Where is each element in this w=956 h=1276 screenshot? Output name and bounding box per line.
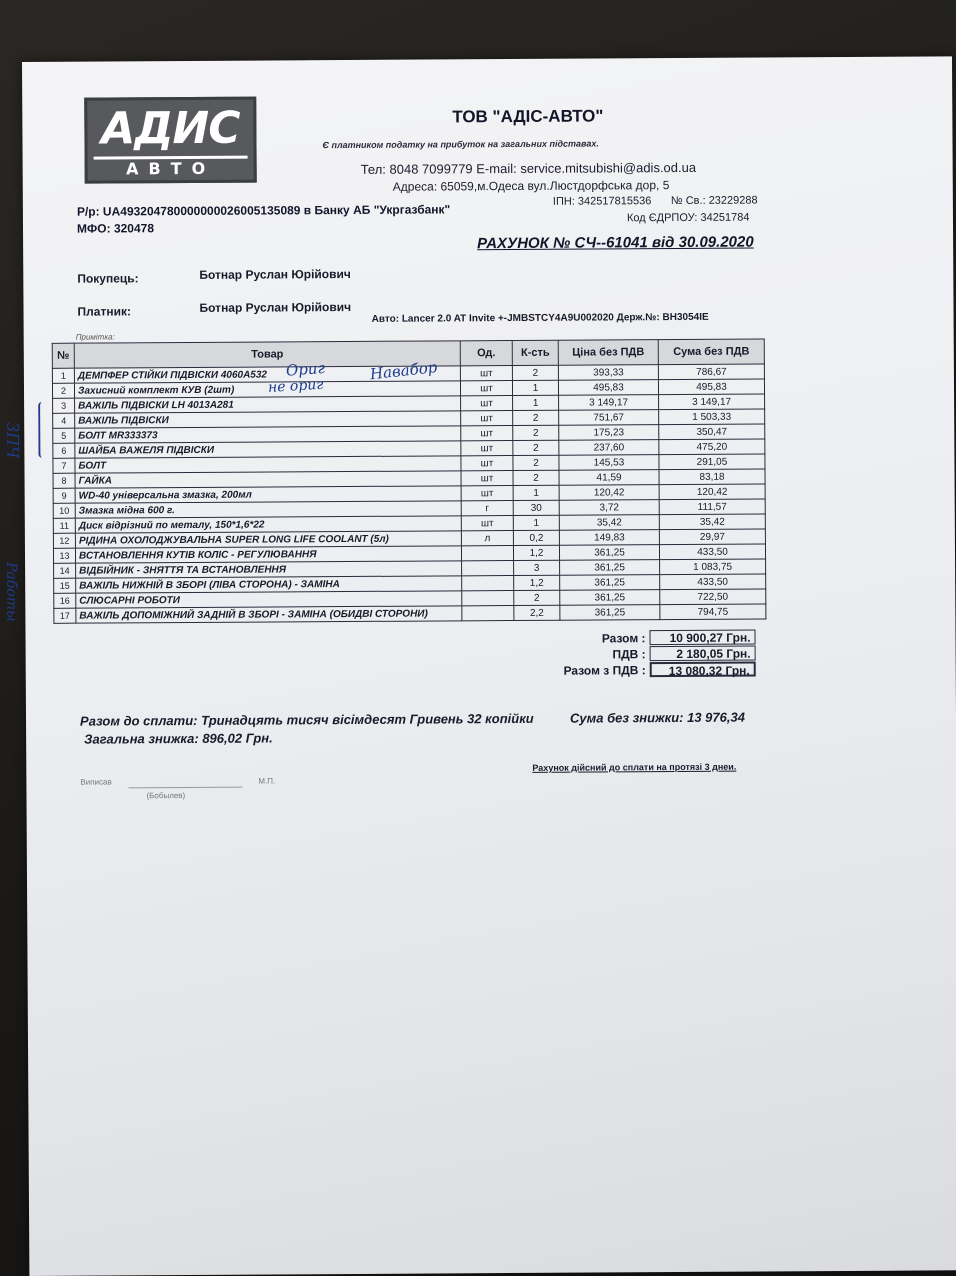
payer-label: Платник:	[77, 304, 132, 319]
row-sum: 722,50	[660, 589, 766, 605]
row-product: РІДИНА ОХОЛОДЖУВАЛЬНА SUPER LONG LIFE COOLANT (5л)	[75, 531, 461, 548]
row-product: Змазка мідна 600 г.	[75, 501, 461, 518]
issued-by-label: Виписав	[80, 777, 112, 787]
sum-without-discount: Сума без знижки: 13 976,34	[569, 709, 745, 726]
row-price: 35,42	[559, 515, 659, 531]
row-product: ВАЖІЛЬ ПІДВІСКИ	[75, 411, 461, 428]
row-sum: 111,57	[659, 499, 765, 515]
row-price: 3,72	[559, 500, 659, 516]
row-sum: 35,42	[659, 514, 765, 530]
row-price: 361,25	[560, 605, 660, 621]
logo-text-top: АДИС	[101, 102, 240, 155]
row-number: 13	[53, 548, 75, 563]
col-header-product: Товар	[74, 341, 460, 368]
row-price: 149,83	[559, 530, 659, 546]
logo-text-bottom: АВТО	[94, 156, 248, 180]
row-number: 12	[53, 533, 75, 548]
row-qty: 2	[513, 440, 559, 455]
handwritten-note-not-original: не ориг	[267, 376, 324, 396]
row-unit: шт	[460, 366, 512, 381]
payer-name: Ботнар Руслан Юрійович	[199, 299, 352, 315]
signature-line	[128, 787, 242, 789]
row-number: 2	[52, 383, 74, 398]
row-qty: 2,2	[514, 605, 560, 620]
row-sum: 495,83	[658, 379, 764, 395]
handwritten-side-parts: ЗПЧ	[3, 422, 23, 459]
col-header-unit: Од.	[460, 341, 512, 366]
signer-name: (Бобылев)	[146, 791, 186, 801]
row-number: 6	[53, 443, 75, 458]
row-price: 237,60	[559, 440, 659, 456]
row-unit: шт	[461, 426, 513, 441]
row-unit: шт	[461, 441, 513, 456]
row-unit	[462, 606, 514, 621]
row-number: 8	[53, 473, 75, 488]
row-product: ДЕМПФЕР СТІЙКИ ПІДВІСКИ 4060А532	[74, 366, 460, 383]
row-price: 393,33	[558, 365, 658, 381]
row-product: Захисний комплект КУВ (2шт)	[74, 381, 460, 398]
row-unit: шт	[461, 486, 513, 501]
row-product: СЛЮСАРНІ РОБОТИ	[76, 591, 462, 608]
vat-label: ПДВ :	[612, 646, 646, 661]
row-number: 4	[53, 413, 75, 428]
car-info: Авто: Lancer 2.0 AT Invite +-JMBSTCY4A9U002020 Держ.№: ВН3054ІЕ	[371, 311, 709, 325]
row-number: 1	[52, 368, 74, 383]
row-price: 120,42	[559, 485, 659, 501]
col-header-number: №	[52, 343, 74, 368]
handwritten-side-works: Работы	[3, 562, 20, 622]
handwritten-bracket	[38, 402, 48, 458]
row-unit	[462, 576, 514, 591]
company-logo	[84, 97, 257, 184]
row-unit: шт	[461, 411, 513, 426]
col-header-sum: Сума без ПДВ	[658, 339, 764, 365]
row-product: ВАЖІЛЬ ДОПОМІЖНИЙ ЗАДНІЙ В ЗБОРІ - ЗАМІНА (ОБИДВІ СТОРОНИ)	[76, 606, 462, 623]
buyer-name: Ботнар Руслан Юрійович	[199, 266, 351, 282]
row-unit	[462, 561, 514, 576]
row-sum: 3 149,17	[659, 394, 765, 410]
row-qty: 1,2	[514, 575, 560, 590]
row-number: 14	[54, 563, 76, 578]
row-price: 175,23	[559, 425, 659, 441]
contacts: Тел: 8048 7099779 E-mail: service.mitsubishi@adis.od.ua	[360, 159, 697, 177]
row-product: ВАЖІЛЬ ПІДВІСКИ LH 4013А281	[75, 396, 461, 413]
row-product: ГАЙКА	[75, 471, 461, 488]
row-qty: 2	[514, 590, 560, 605]
row-sum: 29,97	[659, 529, 765, 545]
row-sum: 120,42	[659, 484, 765, 500]
row-price: 361,25	[560, 575, 660, 591]
totals-block	[525, 630, 755, 678]
row-qty: 3	[514, 560, 560, 575]
row-unit	[462, 591, 514, 606]
row-qty: 2	[513, 455, 559, 470]
row-sum: 1 503,33	[659, 409, 765, 425]
row-number: 9	[53, 488, 75, 503]
row-qty: 1	[513, 515, 559, 530]
row-qty: 1,2	[513, 545, 559, 560]
row-unit: л	[461, 531, 513, 546]
row-qty: 2	[513, 425, 559, 440]
row-sum: 786,67	[658, 364, 764, 380]
row-price: 3 149,17	[559, 395, 659, 411]
row-number: 3	[53, 398, 75, 413]
edrpou-code: Код ЄДРПОУ: 34251784	[626, 211, 750, 225]
bank-account: Р/р: UA493204780000000026005135089 в Банку АБ "Укргазбанк"	[76, 202, 451, 219]
total-label: Разом з ПДВ :	[563, 662, 646, 678]
row-sum: 433,50	[659, 544, 765, 560]
row-sum: 475,20	[659, 439, 765, 455]
row-sum: 350,47	[659, 424, 765, 440]
row-qty: 1	[512, 380, 558, 395]
row-number: 15	[54, 578, 76, 593]
row-product: ВСТАНОВЛЕННЯ КУТІВ КОЛІС - РЕГУЛЮВАННЯ	[75, 546, 461, 563]
stamp-place-label: М.П.	[258, 776, 276, 786]
row-sum: 291,05	[659, 454, 765, 470]
handwritten-note-set: Навабор	[369, 357, 439, 384]
row-number: 7	[53, 458, 75, 473]
row-number: 5	[53, 428, 75, 443]
row-unit: шт	[461, 396, 513, 411]
row-price: 361,25	[560, 590, 660, 606]
invoice-title: РАХУНОК № СЧ--61041 від 30.09.2020	[477, 233, 754, 253]
row-price: 751,67	[559, 410, 659, 426]
row-qty: 2	[513, 470, 559, 485]
row-product: БОЛТ	[75, 456, 461, 473]
row-qty: 0,2	[513, 530, 559, 545]
buyer-label: Покупець:	[77, 271, 139, 286]
company-name: ТОВ "АДІС-АВТО"	[452, 106, 604, 127]
row-product: ВІДБІЙНИК - ЗНЯТТЯ ТА ВСТАНОВЛЕННЯ	[76, 561, 462, 578]
row-unit: шт	[461, 516, 513, 531]
row-number: 10	[53, 503, 75, 518]
row-number: 11	[53, 518, 75, 533]
vat-value: 2 180,05 Грн.	[650, 646, 756, 662]
row-unit: г	[461, 501, 513, 516]
row-number: 16	[54, 593, 76, 608]
row-sum: 1 083,75	[660, 559, 766, 575]
row-product: ВАЖІЛЬ НИЖНІЙ В ЗБОРІ (ЛІВА СТОРОНА) - ЗАМІНА	[76, 576, 462, 593]
row-product: Диск відрізний по металу, 150*1,6*22	[75, 516, 461, 533]
col-header-qty: К-сть	[512, 340, 558, 365]
row-qty: 1	[513, 485, 559, 500]
row-qty: 1	[513, 395, 559, 410]
validity-note: Рахунок дійсний до сплати на протязі 3 днеи.	[532, 761, 737, 773]
total-discount: Загальна знижка: 896,02 Грн.	[84, 730, 273, 747]
row-price: 361,25	[560, 560, 660, 576]
row-qty: 30	[513, 500, 559, 515]
row-price: 41,59	[559, 470, 659, 486]
amount-in-words: Разом до сплати: Тринадцять тисяч вісімдесят Гривень 32 копійки	[79, 710, 534, 729]
handwritten-note-original: Ориг	[285, 358, 326, 380]
row-product: WD-40 універсальна змазка, 200мл	[75, 486, 461, 503]
tax-note: Є платником податку на прибуток на загальних підставах.	[322, 138, 599, 151]
vat-certificate: № Св.: 23229288	[670, 194, 758, 208]
row-sum: 83,18	[659, 469, 765, 485]
row-sum: 433,50	[660, 574, 766, 590]
row-unit: шт	[461, 456, 513, 471]
subtotal-label: Разом :	[601, 630, 646, 645]
row-unit	[461, 546, 513, 561]
row-price: 145,53	[559, 455, 659, 471]
note-label: Примітка:	[75, 332, 115, 342]
bank-mfo: МФО: 320478	[76, 221, 155, 236]
row-product: ШАЙБА ВАЖЕЛЯ ПІДВІСКИ	[75, 441, 461, 458]
row-number: 17	[54, 608, 76, 623]
items-table	[52, 338, 767, 623]
total-value: 13 080,32 Грн.	[650, 662, 756, 678]
row-unit: шт	[460, 381, 512, 396]
table-row	[54, 604, 766, 623]
row-unit: шт	[461, 471, 513, 486]
row-qty: 2	[512, 365, 558, 380]
col-header-price: Ціна без ПДВ	[558, 340, 658, 366]
row-price: 361,25	[559, 545, 659, 561]
row-price: 495,83	[558, 380, 658, 396]
subtotal-value: 10 900,27 Грн.	[649, 630, 755, 646]
row-qty: 2	[513, 410, 559, 425]
address: Адреса: 65059,м.Одеса вул.Люстдорфська дор, 5	[392, 178, 670, 194]
row-product: БОЛТ MR333373	[75, 426, 461, 443]
ipn: ІПН: 342517815536	[552, 195, 652, 208]
invoice-paper	[3, 56, 956, 1276]
row-sum: 794,75	[660, 604, 766, 620]
